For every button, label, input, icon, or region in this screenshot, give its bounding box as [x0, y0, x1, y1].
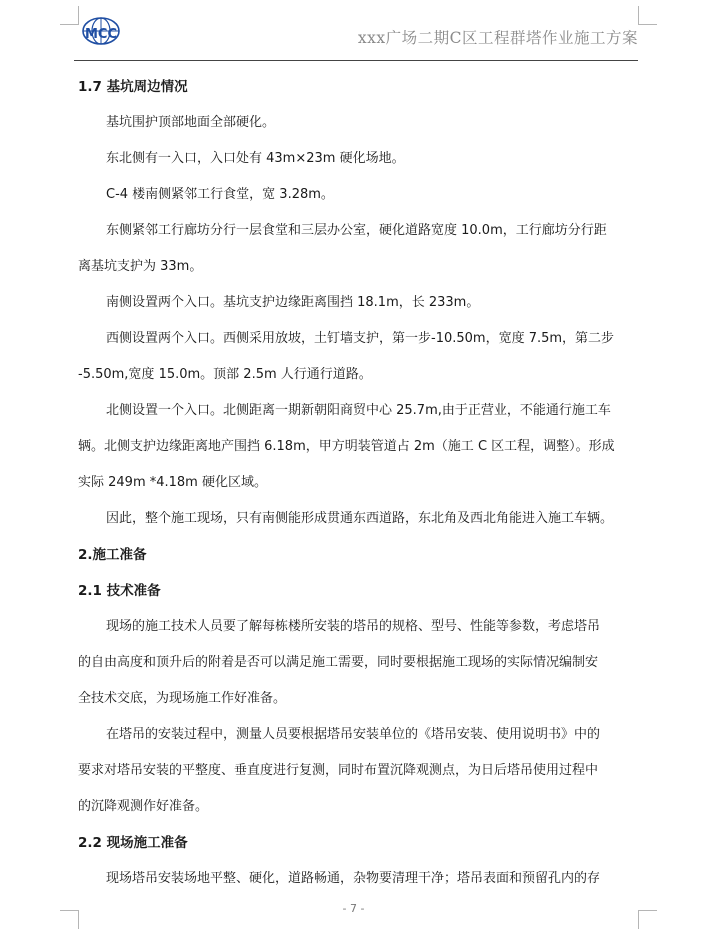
body-text-line: 辆。北侧支护边缘距离地产围挡 6.18m，甲方明装管道占 2m（施工 C 区工程，调整）。形成 — [78, 439, 615, 454]
body-text-line: 因此，整个施工现场，只有南侧能形成贯通东西道路，东北角及西北角能进入施工车辆。 — [106, 511, 614, 526]
body-text-line: 的自由高度和顶升后的附着是否可以满足施工需要，同时要根据施工现场的实际情况编制安 — [78, 655, 599, 670]
body-text-line: 东侧紧邻工行廊坊分行一层食堂和三层办公室，硬化道路宽度 10.0m，工行廊坊分行距 — [106, 223, 607, 238]
section-heading: 1.7 基坑周边情况 — [78, 79, 188, 95]
page-number: - 7 - — [342, 902, 365, 915]
body-text-line: 现场的施工技术人员要了解每栋楼所安装的塔吊的规格、型号、性能等参数，考虑塔吊 — [106, 619, 601, 634]
body-text-line: -5.50m,宽度 15.0m。顶部 2.5m 人行通行道路。 — [78, 367, 372, 382]
body-text-line: 全技术交底，为现场施工作好准备。 — [78, 691, 287, 706]
body-text-line: 南侧设置两个入口。基坑支护边缘距离围挡 18.1m，长 233m。 — [106, 295, 480, 310]
body-text-line: 基坑围护顶部地面全部硬化。 — [106, 115, 276, 130]
corner-mark-top-right — [638, 6, 657, 25]
document-body — [78, 69, 633, 897]
body-text-line: C-4 楼南侧紧邻工行食堂，宽 3.28m。 — [106, 187, 334, 202]
body-text-line: 东北侧有一入口，入口处有 43m×23m 硬化场地。 — [106, 151, 405, 166]
body-text-line: 北侧设置一个入口。北侧距离一期新朝阳商贸中心 25.7m,由于正营业，不能通行施工车 — [106, 403, 611, 418]
body-text-line: 离基坑支护为 33m。 — [78, 259, 203, 274]
page-header — [74, 10, 638, 61]
body-text-line: 在塔吊的安装过程中，测量人员要根据塔吊安装单位的《塔吊安装、使用说明书》中的 — [106, 727, 601, 742]
body-text-line: 现场塔吊安装场地平整、硬化，道路畅通，杂物要清理干净；塔吊表面和预留孔内的存 — [106, 871, 601, 886]
body-text-line: 的沉降观测作好准备。 — [78, 799, 209, 814]
section-heading: 2.1 技术准备 — [78, 583, 161, 599]
section-heading: 2.施工准备 — [78, 547, 147, 563]
body-text-line: 要求对塔吊安装的平整度、垂直度进行复测，同时布置沉降观测点，为日后塔吊使用过程中 — [78, 763, 599, 778]
svg-text:MCC: MCC — [84, 27, 118, 42]
body-text-line: 实际 249m *4.18m 硬化区域。 — [78, 475, 267, 490]
body-text-line: 西侧设置两个入口。西侧采用放坡，土钉墙支护，第一步-10.50m，宽度 7.5m，第二步 — [106, 331, 615, 346]
section-heading: 2.2 现场施工准备 — [78, 835, 188, 851]
mcc-logo — [78, 14, 124, 52]
header-title: xxx广场二期C区工程群塔作业施工方案 — [357, 29, 638, 47]
